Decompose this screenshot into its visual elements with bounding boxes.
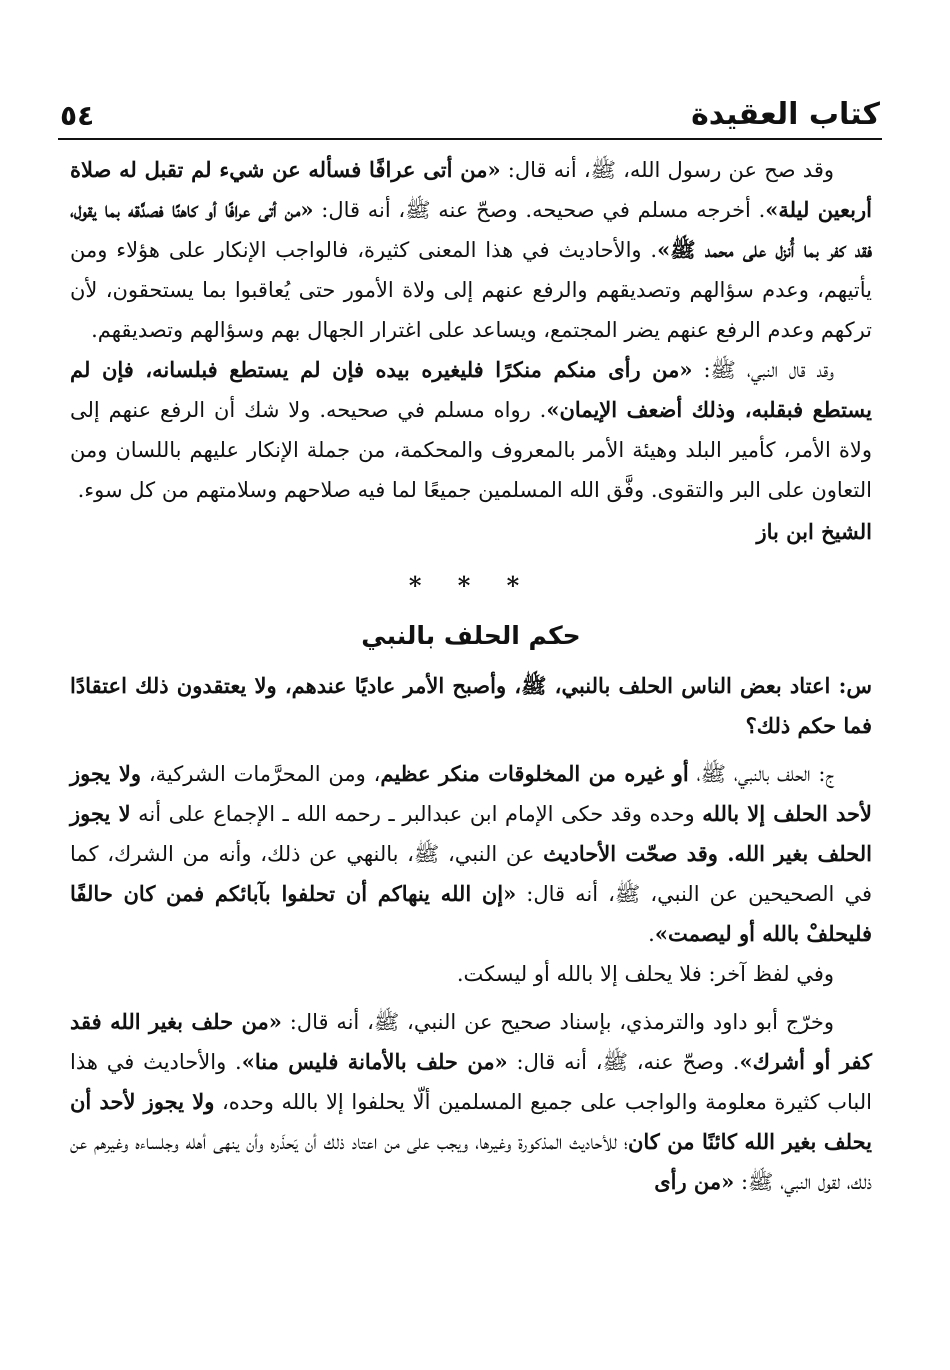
text-run: . والأحاديث في هذا الباب كثيرة معلومة والواجب على جميع المسلمين ألّا يحلفوا إلا بالله وحده،	[70, 1050, 872, 1114]
author-signature: الشيخ ابن باز	[756, 519, 872, 544]
narration-paragraph	[70, 1002, 872, 1202]
text-run: ، ومن المحرَّمات الشركية،	[141, 762, 381, 786]
hadith-quote: «من حلف بالأمانة فليس منا»	[241, 1049, 508, 1074]
text-run: . رواه مسلم في صحيحه. ولا شك أن الرفع عنهم إلى ولاة الأمر، كأمير البلد وهيئة الأمر بالمعروف والمحكمة، من جملة الإنكار عليهم باللسان ومن التعاون على البر والتقوى. وفَّق الله المسلمين جميعًا لما فيه صلاحهم وسلامتهم من كل سوء.	[70, 398, 872, 502]
section-title: حكم الحلف بالنبي	[361, 621, 581, 650]
question-paragraph	[70, 666, 872, 746]
text-run: عن النبي، ﷺ، بالنهي عن ذلك، وأنه من الشرك، كما في الصحيحين عن النبي، ﷺ، أنه قال:	[70, 842, 872, 906]
text-run: وخرّج أبو داود والترمذي، بإسناد صحيح عن النبي، ﷺ، أنه قال:	[281, 1010, 834, 1034]
text-run: . وصحّ عنه، ﷺ، أنه قال:	[507, 1050, 740, 1074]
question-text: س: اعتاد بعض الناس الحلف بالنبي، ﷺ، وأصبح الأمر عاديًا عندهم، ولا يعتقدون ذلك اعتقادًا فما حكم ذلك؟	[70, 673, 872, 738]
page-header	[60, 86, 880, 132]
text-run: وحده وقد حكى الإمام ابن عبدالبر ـ رحمه الله ـ الإجماع على أنه	[130, 802, 703, 826]
hadith-quote: «من رأى منكم منكرًا فليغيره بيده فإن لم يستطع فبلسانه، فإن لم يستطع فبقلبه، وذلك أضعف الإيمان»	[70, 357, 872, 422]
paragraph-forbidding-evil	[70, 350, 872, 510]
emphasis-run: ولا يجوز لأحد أن يحلف بغير الله كائنًا من كان	[70, 1089, 872, 1154]
other-wording-paragraph: وفي لفظ آخر: فلا يحلف إلا بالله أو ليسكت.	[456, 962, 834, 986]
emphasis-run: لا يجوز الحلف بغير الله. وقد صحّت الأحاديث	[70, 801, 872, 866]
answer-paragraph	[70, 754, 872, 954]
page-number: ٥٤	[60, 99, 95, 132]
emphasis-run: ولا يجوز لأحد الحلف إلا بالله	[70, 761, 872, 826]
page-body	[70, 150, 872, 1202]
header-rule	[58, 138, 882, 140]
text-run: . والأحاديث في هذا المعنى كثيرة، فالواجب الإنكار على هؤلاء ومن يأتيهم، وعدم سؤالهم وتصديقهم والرفع عنهم إلى ولاة الأمور حتى يُعاقبوا بما يستحقون، لأن تركهم وعدم الرفع عنهم يضر المجتمع، ويساعد على اغترار الجهال بهم وسؤالهم وتصديقهم.	[70, 238, 872, 342]
hadith-quote: «من رأى	[654, 1169, 735, 1194]
hadith-quote: «من حلف بغير الله فقد كفر أو أشرك»	[70, 1009, 872, 1074]
hadith-quote: «من أتى عرافًا أو كاهنًا فصدَّقه بما يقول، فقد كفر بما أُنزل على محمد ﷺ»	[70, 197, 872, 262]
text-run: .	[648, 922, 655, 946]
hadith-quote: «إن الله ينهاكم أن تحلفوا بآبائكم فمن كان حالفًا فليحلفْ بالله أو ليصمت»	[70, 881, 872, 946]
hadith-quote: «من أتى عرافًا فسأله عن شيء لم تقبل له صلاة أربعين ليلة»	[70, 157, 873, 222]
section-separator: * * *	[408, 571, 534, 600]
text-run: . أخرجه مسلم في صحيحه. وصحّ عنه ﷺ، أنه قال:	[313, 198, 766, 222]
text-run: ج: الحلف بالنبي، ﷺ،	[688, 762, 834, 786]
paragraph-fortune-tellers	[70, 150, 872, 350]
book-title: كتاب العقيدة	[691, 97, 880, 132]
text-run: وقد صح عن رسول الله، ﷺ، أنه قال:	[500, 158, 834, 182]
text-run: ؛ للأحاديث المذكورة وغيرها، ويجب على من اعتاد ذلك أن يَحذَره وأن ينهى أهله وجلساءه وغيرهم عن ذلك، لقول النبي، ﷺ:	[70, 1130, 872, 1194]
text-run: وقد قال النبي، ﷺ:	[692, 358, 834, 382]
emphasis-run: أو غيره من المخلوقات منكر عظيم	[380, 761, 689, 786]
